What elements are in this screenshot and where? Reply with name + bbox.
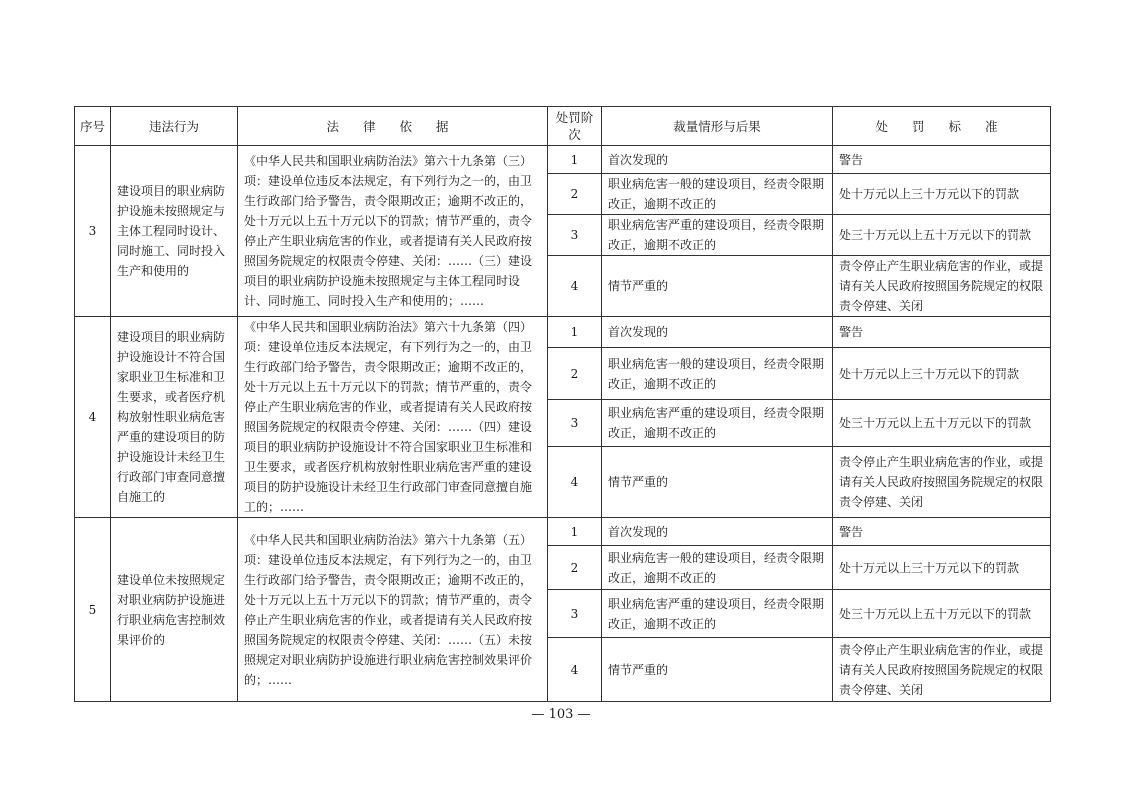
standard-cell: 处三十万元以上五十万元以下的罚款 <box>833 215 1051 256</box>
legal-basis-cell: 《中华人民共和国职业病防治法》第六十九条第（四）项：建设单位违反本法规定，有下列行为之一的，由卫生行政部门给予警告，责令限期改正；逾期不改正的，处十万元以上五十万元以下的罚款；情节严重的，责令停止产生职业病危害的作业，或者提请有关人民政府按照国务院规定的权限责令停建、关闭：……（四）建设项目的职业病防护设施设计不符合国家职业卫生标准和卫生要求，或者医疗机构放射性职业病危害严重的建设项目的防护设施设计未经卫生行政部门审查同意擅自施工的；…… <box>238 317 548 518</box>
standard-cell: 处十万元以上三十万元以下的罚款 <box>833 174 1051 215</box>
situation-cell: 情节严重的 <box>602 638 833 702</box>
level-cell: 2 <box>548 174 602 215</box>
standard-cell: 警告 <box>833 518 1051 546</box>
penalty-table <box>74 106 1051 702</box>
standard-cell: 处三十万元以上五十万元以下的罚款 <box>833 399 1051 446</box>
situation-cell: 首次发现的 <box>602 518 833 546</box>
situation-cell: 职业病危害一般的建设项目，经责令限期改正，逾期不改正的 <box>602 174 833 215</box>
standard-cell: 处十万元以上三十万元以下的罚款 <box>833 348 1051 399</box>
situation-cell: 首次发现的 <box>602 317 833 348</box>
level-cell: 4 <box>548 256 602 317</box>
header-row <box>75 107 1051 146</box>
violation-cell: 建设项目的职业病防护设施未按照规定与主体工程同时设计、同时施工、同时投入生产和使用的 <box>111 146 238 317</box>
level-cell: 1 <box>548 518 602 546</box>
legal-basis-cell: 《中华人民共和国职业病防治法》第六十九条第（三）项：建设单位违反本法规定，有下列行为之一的，由卫生行政部门给予警告，责令限期改正；逾期不改正的，处十万元以上五十万元以下的罚款；情节严重的，责令停止产生职业病危害的作业，或者提请有关人民政府按照国务院规定的权限责令停建、关闭：……（三）建设项目的职业病防护设施未按照规定与主体工程同时设计、同时施工、同时投入生产和使用的；…… <box>238 146 548 317</box>
situation-cell: 职业病危害严重的建设项目，经责令限期改正，逾期不改正的 <box>602 590 833 638</box>
page-number: — 103 — <box>531 707 591 722</box>
seq-cell: 3 <box>75 146 111 317</box>
violation-cell: 建设项目的职业病防护设施设计不符合国家职业卫生标准和卫生要求，或者医疗机构放射性职业病危害严重的建设项目的防护设施设计未经卫生行政部门审查同意擅自施工的 <box>111 317 238 518</box>
level-cell: 2 <box>548 546 602 590</box>
situation-cell: 职业病危害一般的建设项目，经责令限期改正，逾期不改正的 <box>602 546 833 590</box>
standard-cell: 处十万元以上三十万元以下的罚款 <box>833 546 1051 590</box>
level-cell: 4 <box>548 446 602 517</box>
violation-cell: 建设单位未按照规定对职业病防护设施进行职业病危害控制效果评价的 <box>111 518 238 702</box>
level-cell: 4 <box>548 638 602 702</box>
col-header-act: 违法行为 <box>111 107 238 146</box>
standard-cell: 警告 <box>833 317 1051 348</box>
col-header-situation: 裁量情形与后果 <box>602 107 833 146</box>
seq-cell: 5 <box>75 518 111 702</box>
standard-cell: 处三十万元以上五十万元以下的罚款 <box>833 590 1051 638</box>
standard-cell: 责令停止产生职业病危害的作业，或提请有关人民政府按照国务院规定的权限责令停建、关闭 <box>833 638 1051 702</box>
legal-basis-cell: 《中华人民共和国职业病防治法》第六十九条第（五）项：建设单位违反本法规定，有下列行为之一的，由卫生行政部门给予警告，责令限期改正；逾期不改正的，处十万元以上五十万元以下的罚款；情节严重的，责令停止产生职业病危害的作业，或者提请有关人民政府按照国务院规定的权限责令停建、关闭：……（五）未按照规定对职业病防护设施进行职业病危害控制效果评价的；…… <box>238 518 548 702</box>
table-row <box>75 518 1051 546</box>
level-cell: 3 <box>548 590 602 638</box>
situation-cell: 职业病危害严重的建设项目，经责令限期改正，逾期不改正的 <box>602 399 833 446</box>
level-cell: 1 <box>548 146 602 174</box>
level-cell: 3 <box>548 215 602 256</box>
level-cell: 3 <box>548 399 602 446</box>
table-row <box>75 146 1051 174</box>
col-header-law: 法 律 依 据 <box>238 107 548 146</box>
standard-cell: 责令停止产生职业病危害的作业，或提请有关人民政府按照国务院规定的权限责令停建、关闭 <box>833 446 1051 517</box>
level-cell: 1 <box>548 317 602 348</box>
table-row <box>75 317 1051 348</box>
situation-cell: 情节严重的 <box>602 256 833 317</box>
seq-cell: 4 <box>75 317 111 518</box>
col-header-standard: 处 罚 标 准 <box>833 107 1051 146</box>
standard-cell: 警告 <box>833 146 1051 174</box>
situation-cell: 职业病危害一般的建设项目，经责令限期改正，逾期不改正的 <box>602 348 833 399</box>
situation-cell: 首次发现的 <box>602 146 833 174</box>
col-header-seq: 序号 <box>75 107 111 146</box>
standard-cell: 责令停止产生职业病危害的作业，或提请有关人民政府按照国务院规定的权限责令停建、关闭 <box>833 256 1051 317</box>
level-cell: 2 <box>548 348 602 399</box>
situation-cell: 情节严重的 <box>602 446 833 517</box>
col-header-level: 处罚阶次 <box>548 107 602 146</box>
situation-cell: 职业病危害严重的建设项目，经责令限期改正，逾期不改正的 <box>602 215 833 256</box>
